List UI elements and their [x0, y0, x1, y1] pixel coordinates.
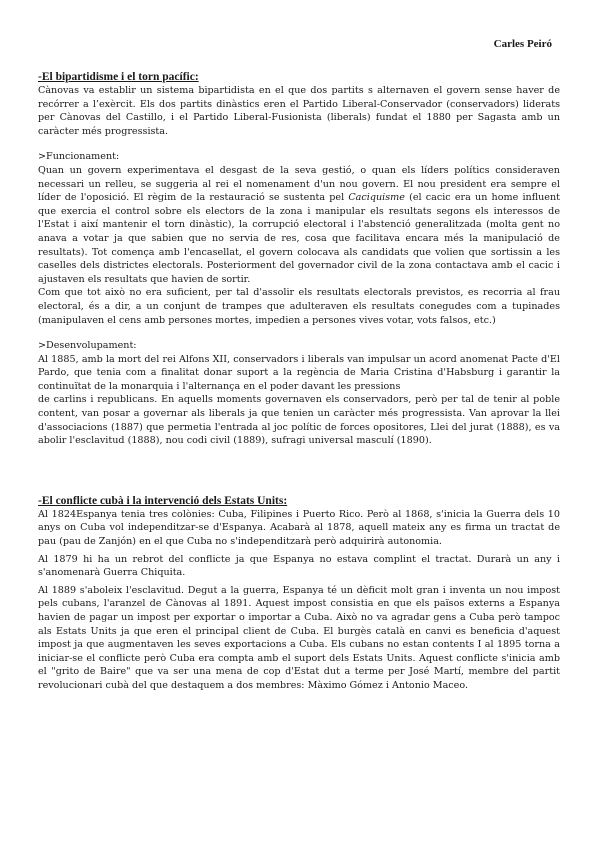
paragraph-cuba-2: Al 1879 hi ha un rebrot del conflicte ja que Espanya no estava complint el tractat. Durarà un any i s'anomenarà Guerra Chiquita.	[38, 553, 560, 579]
author-name: Carles Peiró	[493, 38, 552, 50]
funcionament-text-b: (el cacic era un home influent que exercia el control sobre els electors de la zona i manipular els resultats segons els interessos de l'Estat i així mantenir el torn dinàstic), la corrupció electoral i l'abstenció generalitzada (molta gent no anava a votar ja que sabien que no servia de res, cosa que facilitava encara més la manipulació de resultats). Tot comença amb l'encasellat, el govern colocava als candidats que volien que sortissin a les caselles dels districtes electorals. Posteriorment del governador civil de la zona contactava amb el cacic i ajustaven els resultats que havien de sortir.	[38, 192, 560, 285]
paragraph-funcionament	[38, 164, 560, 286]
subheading-funcionament: >Funcionament:	[38, 151, 120, 163]
section-heading-conflicte-cuba: -El conflicte cubà i la intervenció dels Estats Units:	[38, 494, 288, 507]
paragraph-desenvolupament-1: Al 1885, amb la mort del rei Alfons XII, conservadors i liberals van impulsar un acord anomenat Pacte d'El Pardo, que tenia com a finalitat donar suport a la regència de Maria Cristina d'Habsburg i garantir la continuïtat de la monarquia i l'alternança en el poder davant les pressions	[38, 353, 560, 392]
funcionament-text-a: Quan un govern experimentava el desgast de la seva gestió, o quan els líders polítics consideraven necessari un relleu, se suggeria al rei el nomenament d'un nou govern. El nou president era sempre el líder de l'oposició. El règim de la restauració se sustenta pel	[38, 164, 560, 204]
document-body	[38, 70, 560, 693]
paragraph-frau-electoral: Com que tot això no era suficient, per tal d'assolir els resultats electorals previstos, es recorria al frau electoral, és a dir, a un conjunt de trampes que adulteraven els resultats conegudes com a tupinades (manipulaven el cens amb persones mortes, impedien a persones vives votar, vots falsos, etc.)	[38, 287, 560, 326]
paragraph-cuba-3: Al 1889 s'aboleix l'esclavitud. Degut a la guerra, Espanya té un dèficit molt gran i inventa un nou impost pels cubans, l'aranzel de Cànovas al 1891. Aquest impost consistia en que els països externs a Espanya havien de pagar un impost per exportar o importar a Cuba. Això no va agradar gens a Cuba però tampoc als Estats Units ja que eren el principal client de Cuba. El burgès català en canvi es beneficia d'aquest impost ja que augmentaven les seves exportacions a Cuba. Els cubans no estan contents I al 1895 torna a iniciar-se el conflicte però Cuba era compta amb el suport dels Estats Units. Aquest conflicte s'inicia amb el "grito de Baire" que va ser una mena de cop d'Estat dut a terme per José Martí, membre del partit revolucionari cubà del que destaquem a dos membres: Màximo Gómez i Antonio Maceo.	[38, 584, 560, 691]
paragraph-cuba-1: Al 1824Espanya tenia tres colònies: Cuba, Filipines i Puerto Rico. Però al 1868, s'inicia la Guerra dels 10 anys on Cuba vol independitzar-se d'Espanya. Acabarà al 1878, aquell mateix any es firma un tractat de pau (pau de Zanjón) en el que Cuba no s'independitzarà però adquirirà autonomia.	[38, 508, 560, 548]
caciquisme-term: Caciquisme	[348, 192, 405, 204]
subheading-desenvolupament: >Desenvolupament:	[38, 340, 137, 352]
section-heading-bipartidisme: -El bipartidisme i el torn pacífic:	[38, 71, 199, 83]
paragraph-intro: Cànovas va establir un sistema bipartidista en el que dos partits s alternaven el govern sense haver de recórrer a l’exèrcit. Els dos partits dinàstics eren el Partido Liberal-Conservador (conservadors) liderats per Cànovas del Castillo, i el Partido Liberal-Fusionista (liberals) fundat el 1880 per Sagasta amb un caràcter més progressista.	[38, 85, 560, 137]
paragraph-desenvolupament-2: de carlins i republicans. En aquells moments governaven els conservadors, però per tal de tenir al poble content, van posar a governar als liberals ja que tenien un caràcter més progressista. Van aprovar la llei d'associacions (1887) que permetia l'entrada al joc polític de forces opositores, Llei del jurat (1888), es va abolir l'esclavitud (1888), nou codi civil (1889), sufragi universal masculí (1890).	[38, 394, 560, 447]
